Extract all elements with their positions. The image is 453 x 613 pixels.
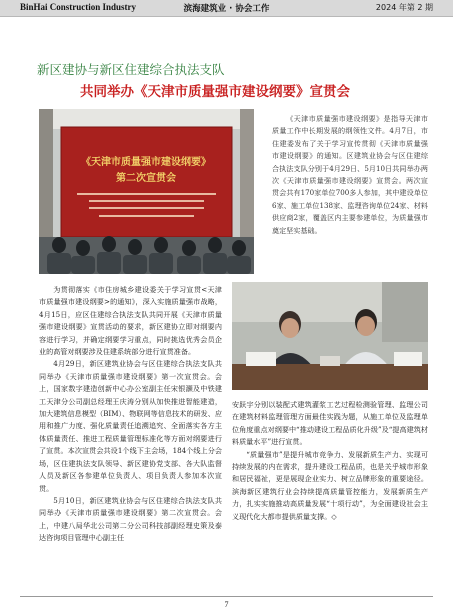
section-name: 滨海建筑业 · 协会工作: [183, 4, 270, 14]
banner-title-2: 第二次宣贯会: [116, 173, 176, 184]
magazine-name-en: BinHai Construction Industry: [20, 2, 137, 12]
body-column-right: [232, 399, 428, 523]
article-title: 共同举办《天津市质量强市建设纲要》宣贯会: [80, 84, 350, 100]
banner-title-1: 《天津市质量强市建设纲要》: [81, 157, 211, 168]
body-paragraph-4: 安跃宇分别以装配式建筑灌浆工艺过程检测验管理、监理公司在建筑材料监理管理方面最佳实践为题，从施工单位及监理单位角度重点对纲要中“推动建设工程品质化升级”及“提高建筑材料质量水平”进行宣贯。: [232, 400, 428, 447]
body-column-left: [39, 284, 222, 545]
article-subtitle: 新区建协与新区住建综合执法支队: [37, 62, 225, 77]
intro-paragraph: 《天津市质量强市建设纲要》是指导天津市质量工作中长期发展的纲领性文件。4月7日，市住建委发布了关于学习宣传贯彻《天津市质量强市建设纲要》的通知。区建筑业协会与区住建综合执法支队分别于4月29日、5月10日共同举办两次《天津市质量强市建设纲要》宣贯会。两次宣贯会共有170家单位700多人参加，其中建设单位6家、施工单位138家、监理咨询单位24家、材料供应商2家，覆盖区内主要参建单位，为质量强市奠定坚实基础。: [272, 114, 428, 235]
speakers-photo: [232, 282, 428, 390]
body-paragraph-5: “质量强市”是提升城市竞争力、发展新质生产力、实现可持续发展的内在需求，提升建设工程品质，也是关乎城市形象和居民福祉，更是展现企业实力、树立品牌形象的重要途径。滨海新区建筑行业会持续提高质量管控能力，发展新质生产力，扎实实施推动高质量发展“十项行动”，为全面建设社会主义现代化大都市提供质量支撑。◇: [232, 449, 428, 521]
article-intro: [272, 113, 428, 237]
footer-divider: [20, 596, 433, 597]
body-paragraph-1: 为贯彻落实《市住房城乡建设委关于学习宣贯<天津市质量强市建设纲要>的通知》，深入实施质量强市战略，4月15日，应区住建综合执法支队共同开展《天津市质量强市建设纲要》宣贯活动的要求，新区建协立即对纲要内容进行学习，并确定纲要学习重点，同时挑选优秀会员企业的高管对纲要涉及住建系统部分进行宣贯准备。: [39, 285, 222, 357]
body-paragraph-2: 4月29日，新区建筑业协会与区住建综合执法支队共同举办《天津市质量强市建设纲要》第一次宣贯会。会上，国家数字建造创新中心办公室副主任宋银灏及中铁建工天津分公司副总经理王庆涛分别从加快推进智能建造，加大建筑信息模型（BIM）、物联网等信息技术的研发、应用和推广力度、强化质量责任追溯追究、全面落实各方主体质量责任、推进工程质量管理标准化等方面对纲要进行了宣贯。本次宣贯会共设1个线下主会场，184个线上分会场，区住建执法支队领导、新区建协党支部、各大队监督人员及新区各参建单位负责人、项目负责人参加本次宣贯。: [39, 359, 222, 493]
body-paragraph-3: 5月10日，新区建筑业协会与区住建综合执法支队共同举办《天津市质量强市建设纲要》第二次宣贯会。会上，中建八局华北公司第二分公司科技部副经理史策及泰达咨询项目管理中心副主任: [39, 495, 222, 543]
speakers-image: [232, 282, 428, 390]
running-header: [0, 0, 453, 17]
issue-number: 2024 年第 2 期: [375, 3, 433, 12]
meeting-room-image: [39, 109, 254, 274]
meeting-photo-banner: [39, 109, 254, 274]
page-number: 7: [224, 600, 229, 609]
